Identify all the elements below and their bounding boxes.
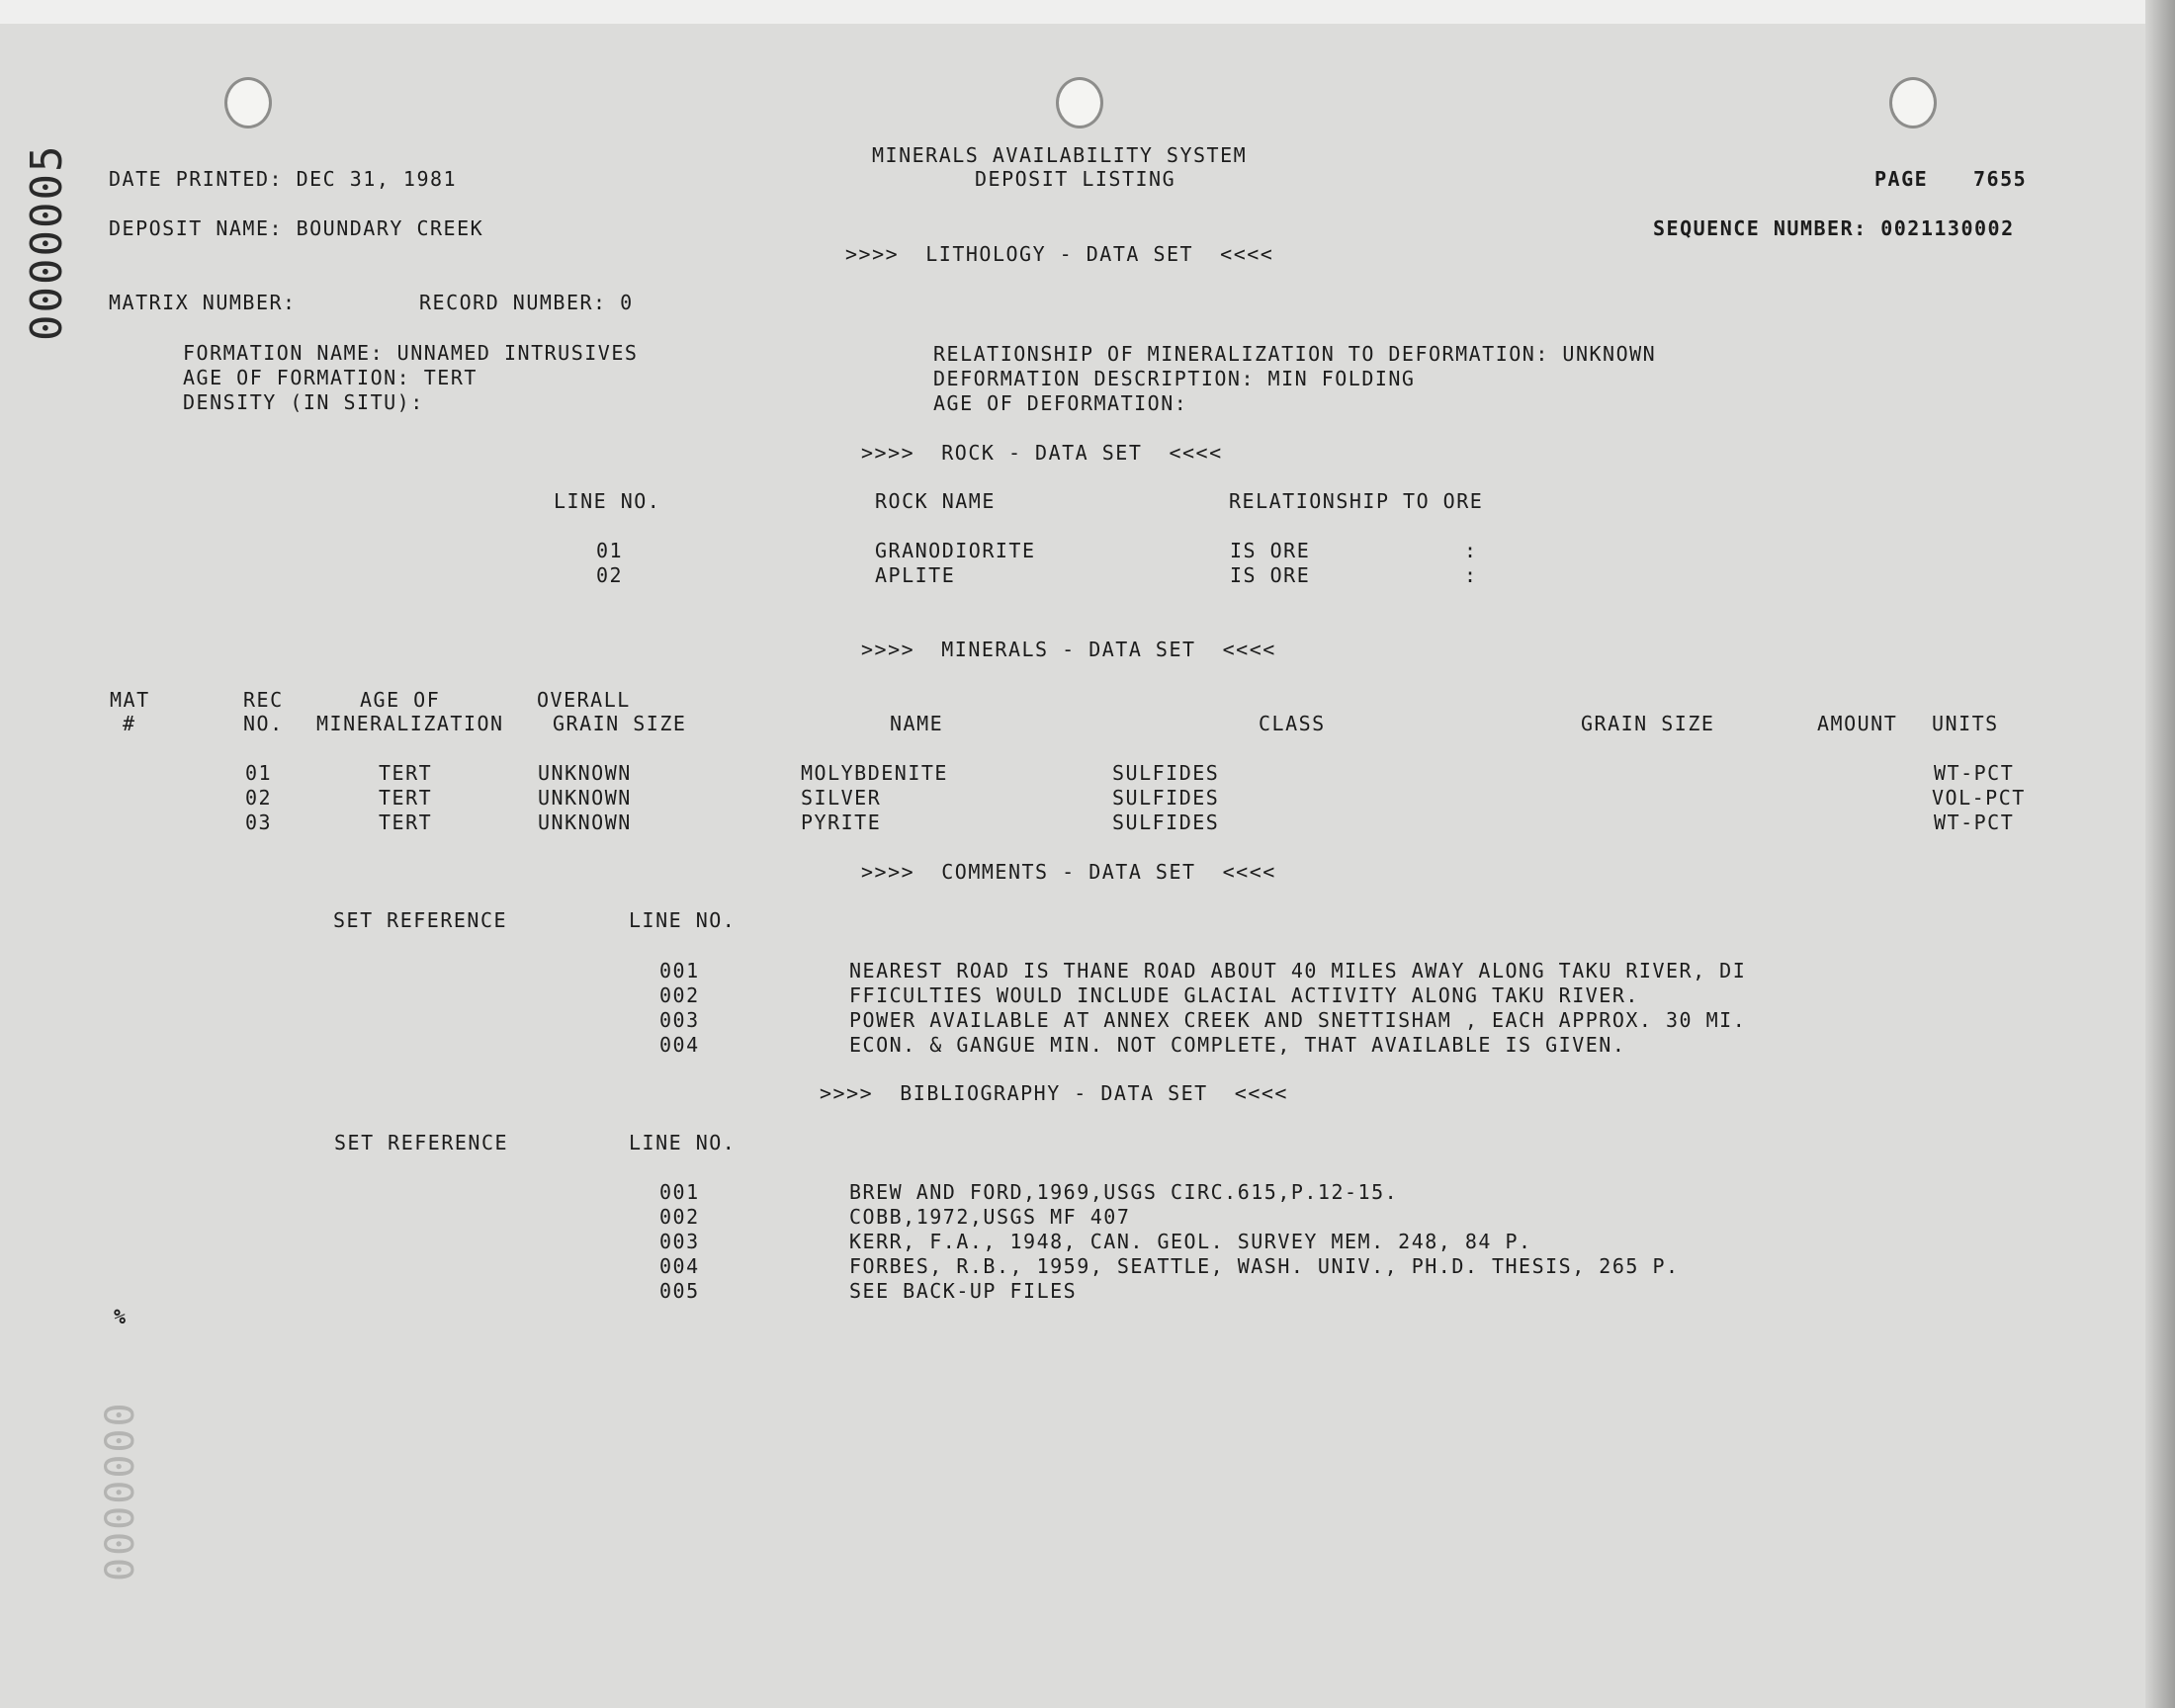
age-of-formation: AGE OF FORMATION: TERT [183,366,478,389]
bibliography-line-no: 003 [659,1230,700,1253]
listing-title: DEPOSIT LISTING [975,167,1176,191]
bibliography-text: COBB,1972,USGS MF 407 [849,1205,1131,1229]
minerals-header-grain-size-2: GRAIN SIZE [1581,712,1715,735]
mineral-units: WT-PCT [1934,761,2015,785]
comments-header-line-no: LINE NO. [629,908,737,932]
rock-name: GRANODIORITE [875,539,1036,562]
record-number: RECORD NUMBER: 0 [419,291,634,314]
comment-line-no: 003 [659,1008,700,1032]
sequence-number: SEQUENCE NUMBER: 0021130002 [1653,216,2015,240]
comment-text: NEAREST ROAD IS THANE ROAD ABOUT 40 MILES AWAY ALONG TAKU RIVER, DI [849,959,1747,982]
mineral-age: TERT [379,811,433,834]
mineral-name: SILVER [801,786,882,810]
comment-text: ECON. & GANGUE MIN. NOT COMPLETE, THAT AVAILABLE IS GIVEN. [849,1033,1626,1057]
minerals-header-mat: MAT [110,688,150,712]
mineral-rec: 01 [245,761,273,785]
minerals-header-mat-hash: # [123,712,136,735]
date-printed: DATE PRINTED: DEC 31, 1981 [109,167,458,191]
minerals-header-amount: AMOUNT [1817,712,1898,735]
mineral-rec: 03 [245,811,273,834]
rock-line-no: 02 [596,563,624,587]
mineral-grain-size: UNKNOWN [538,761,632,785]
minerals-header-name: NAME [890,712,944,735]
bibliography-line-no: 004 [659,1254,700,1278]
minerals-header-rec-no: NO. [243,712,284,735]
bibliography-text: FORBES, R.B., 1959, SEATTLE, WASH. UNIV., PH.D. THESIS, 265 P. [849,1254,1680,1278]
comment-line-no: 001 [659,959,700,982]
lithology-section-title: >>>> LITHOLOGY - DATA SET <<<< [845,242,1274,266]
deformation-description: DEFORMATION DESCRIPTION: MIN FOLDING [933,367,1416,390]
mineral-grain-size: UNKNOWN [538,786,632,810]
comments-header-set-reference: SET REFERENCE [333,908,508,932]
bibliography-header-set-reference: SET REFERENCE [334,1131,509,1154]
minerals-header-rec: REC [243,688,284,712]
bibliography-text: BREW AND FORD,1969,USGS CIRC.615,P.12-15. [849,1180,1399,1204]
bibliography-line-no: 002 [659,1205,700,1229]
percent-mark: % [114,1305,128,1328]
mineral-class: SULFIDES [1112,811,1220,834]
minerals-header-units: UNITS [1932,712,1999,735]
rock-relationship: IS ORE [1230,563,1311,587]
rock-colon: : [1464,539,1478,562]
minerals-header-overall: OVERALL [537,688,631,712]
punch-hole-right [1889,77,1937,128]
comment-line-no: 004 [659,1033,700,1057]
mineral-name: MOLYBDENITE [801,761,948,785]
rock-header-relationship: RELATIONSHIP TO ORE [1229,489,1484,513]
deposit-name: DEPOSIT NAME: BOUNDARY CREEK [109,216,484,240]
minerals-header-mineralization: MINERALIZATION [316,712,504,735]
comment-line-no: 002 [659,983,700,1007]
rock-line-no: 01 [596,539,624,562]
comments-section-title: >>>> COMMENTS - DATA SET <<<< [861,860,1276,884]
bibliography-line-no: 005 [659,1279,700,1303]
rock-section-title: >>>> ROCK - DATA SET <<<< [861,441,1223,465]
rock-name: APLITE [875,563,956,587]
mineral-class: SULFIDES [1112,786,1220,810]
system-title: MINERALS AVAILABILITY SYSTEM [872,143,1248,167]
bibliography-text: KERR, F.A., 1948, CAN. GEOL. SURVEY MEM. 248, 84 P. [849,1230,1532,1253]
bibliography-header-line-no: LINE NO. [629,1131,737,1154]
matrix-number: MATRIX NUMBER: [109,291,297,314]
comment-text: FFICULTIES WOULD INCLUDE GLACIAL ACTIVITY ALONG TAKU RIVER. [849,983,1639,1007]
comment-text: POWER AVAILABLE AT ANNEX CREEK AND SNETTISHAM , EACH APPROX. 30 MI. [849,1008,1747,1032]
minerals-header-age-of: AGE OF [360,688,441,712]
mineral-units: WT-PCT [1934,811,2015,834]
punch-hole-center [1056,77,1103,128]
rock-relationship: IS ORE [1230,539,1311,562]
rock-header-rock-name: ROCK NAME [875,489,996,513]
density-in-situ: DENSITY (IN SITU): [183,390,424,414]
mineral-units: VOL-PCT [1932,786,2026,810]
rock-header-line-no: LINE NO. [554,489,661,513]
mineral-class: SULFIDES [1112,761,1220,785]
age-of-deformation: AGE OF DEFORMATION: [933,391,1188,415]
bibliography-line-no: 001 [659,1180,700,1204]
bibliography-section-title: >>>> BIBLIOGRAPHY - DATA SET <<<< [820,1081,1288,1105]
document-stamp-number: 0000005 [22,143,72,341]
bibliography-text: SEE BACK-UP FILES [849,1279,1078,1303]
minerals-section-title: >>>> MINERALS - DATA SET <<<< [861,638,1276,661]
mineral-grain-size: UNKNOWN [538,811,632,834]
printout-sheet: 0000005 0000000 MINERALS AVAILABILITY SYSTEM DEPOSIT LISTING DATE PRINTED: DEC 31, 1981 PAGE 7655 DEPOSIT NAME: BOUNDARY CREEK SEQUENCE NUMBER: 0021130002 >>>> LITHOLOGY - DATA SET <<<< MATRIX NUMBER: RECORD NUMBER: 0 FORMATION NAME: UNNAMED INTRUSIVES AGE OF FORMATION: TERT DENSITY (IN SITU): RELATIONSHIP OF MINERALIZATION TO DEFORMATION: UNKNOWN DEFORMATION DESCRIPTION: MIN FOLDING AGE OF DEFORMATION: >>>> ROCK - DATA SET <<<< LINE NO. ROCK NAME RELATIONSHIP TO ORE 01 GRANODIORITE IS ORE : 02 APLITE IS ORE : >>>> MINERALS - DATA SET <<<< MAT # REC NO. AGE OF MINERALIZATION OVERALL GRAIN SIZE NAME CLASS GRAIN SIZE AMOUNT UNITS 01 TERT UNKNOWN MOLYBDENITE SULFIDES WT-PCT 02 TERT UNKNOWN SILVER SULFIDES VOL-PCT 03 TERT UNKNOWN PYRITE SULFIDES WT-PCT >>>> COMMENTS - DATA SET <<<< SET REFERENCE LINE NO. 001 NEAREST ROAD IS THANE ROAD ABOUT 40 MILES AWAY ALONG TAKU RIVER, DI 002 FFICULTIES WOULD INCLUDE GLACIAL ACTIVITY ALONG TAKU RIVER. 003 POWER AVAILABLE AT ANNEX CREEK AND SNETTISHAM , EACH APPROX. 30 MI. 004 ECON. & GANGUE MIN. NOT COMPLETE, THAT AVAILABLE IS GIVEN. >>>> BIBLIOGRAPHY - DATA SET <<<< SET REFERENCE LINE NO. 001 BREW AND FORD,1969,USGS CIRC.615,P.12-15. 002 COBB,1972,USGS MF 407 003 KERR, F.A., 1948, CAN. GEOL. SURVEY MEM. 248, 84 P. 004 FORBES, R.B., 1959, SEATTLE, WASH. UNIV., PH.D. THESIS, 265 P. 005 SEE BACK-UP FILES % [0,0,2175,1708]
mineral-rec: 02 [245,786,273,810]
page-number: 7655 [1973,167,2028,191]
rock-colon: : [1464,563,1478,587]
formation-name: FORMATION NAME: UNNAMED INTRUSIVES [183,341,639,365]
minerals-header-class: CLASS [1259,712,1326,735]
mineral-name: PYRITE [801,811,882,834]
mineral-age: TERT [379,761,433,785]
mineralization-deformation-relationship: RELATIONSHIP OF MINERALIZATION TO DEFORMATION: UNKNOWN [933,342,1657,366]
mineral-age: TERT [379,786,433,810]
minerals-header-grain-size: GRAIN SIZE [553,712,687,735]
page-label: PAGE [1874,167,1929,191]
